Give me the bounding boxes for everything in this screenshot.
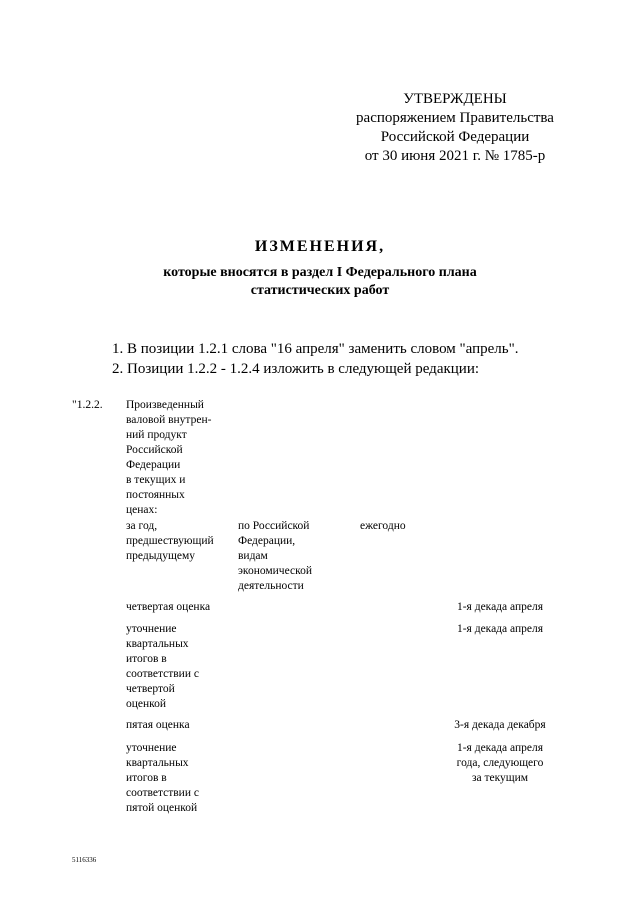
text-line: 3-я декада декабря	[454, 719, 546, 731]
text-line: Произведенный	[126, 399, 204, 411]
text-line: по Российской	[238, 520, 310, 532]
row-term	[440, 718, 560, 733]
text-line: пятой оценкой	[126, 802, 198, 814]
text-line: Федерации	[126, 459, 181, 471]
text-line: за текущим	[471, 772, 529, 784]
text-line: четвертой	[126, 683, 175, 695]
row-name	[126, 519, 231, 564]
row-name	[126, 741, 231, 816]
document-title: ИЗМЕНЕНИЯ,	[254, 238, 386, 255]
approval-line: Российской Федерации	[380, 129, 530, 145]
approval-block	[330, 90, 580, 166]
text-line: валовой внутрен-	[126, 414, 212, 426]
text-line: видам	[238, 550, 268, 562]
document-subtitle	[0, 264, 640, 300]
text-line: уточнение	[126, 623, 177, 635]
paragraph-1: 1. В позиции 1.2.1 слова "16 апреля" заменить словом "апрель".	[112, 341, 519, 357]
row-periodicity: ежегодно	[360, 520, 406, 532]
row-name	[126, 622, 231, 712]
text-line: соответствии с	[126, 787, 199, 799]
subtitle-line: статистических работ	[250, 283, 390, 298]
row-name	[126, 600, 231, 615]
text-line: соответствии с	[126, 668, 199, 680]
text-line: постоянных	[126, 489, 185, 501]
text-line: экономической	[238, 565, 312, 577]
text-line: 1-я декада апреля	[456, 623, 544, 635]
approval-heading: УТВЕРЖДЕНЫ	[403, 91, 507, 107]
text-line: уточнение	[126, 742, 177, 754]
row-term	[440, 622, 560, 637]
text-line: ний продукт	[126, 429, 187, 441]
position-number: "1.2.2.	[72, 399, 103, 411]
text-line: итогов в	[126, 653, 167, 665]
approval-line: распоряжением Правительства	[356, 110, 554, 126]
text-line: 1-я декада апреля	[456, 601, 544, 613]
approval-line: от 30 июня 2021 г. № 1785-р	[364, 148, 546, 164]
text-line: предшествующий	[126, 535, 214, 547]
text-line: в текущих и	[126, 474, 186, 486]
text-line: ценах:	[126, 504, 158, 516]
text-line: четвертая оценка	[126, 601, 211, 613]
text-line: 1-я декада апреля	[456, 742, 544, 754]
row-term	[440, 741, 560, 786]
document-code: 5116336	[72, 856, 97, 864]
row-term	[440, 600, 560, 615]
text-line: Федерации,	[238, 535, 296, 547]
text-line: квартальных	[126, 638, 189, 650]
text-line: деятельности	[238, 580, 304, 592]
row-name	[126, 718, 231, 733]
row-scope	[238, 519, 348, 594]
subtitle-line: которые вносятся в раздел I Федерального плана	[163, 265, 477, 280]
text-line: оценкой	[126, 698, 167, 710]
text-line: за год,	[126, 520, 158, 532]
text-line: Российской	[126, 444, 183, 456]
paragraph-2: 2. Позиции 1.2.2 - 1.2.4 изложить в следующей редакции:	[112, 361, 480, 377]
text-line: предыдущему	[126, 550, 196, 562]
text-line: года, следующего	[456, 757, 544, 769]
text-line: пятая оценка	[126, 719, 190, 731]
indicator-name	[126, 398, 231, 518]
text-line: итогов в	[126, 772, 167, 784]
text-line: квартальных	[126, 757, 189, 769]
